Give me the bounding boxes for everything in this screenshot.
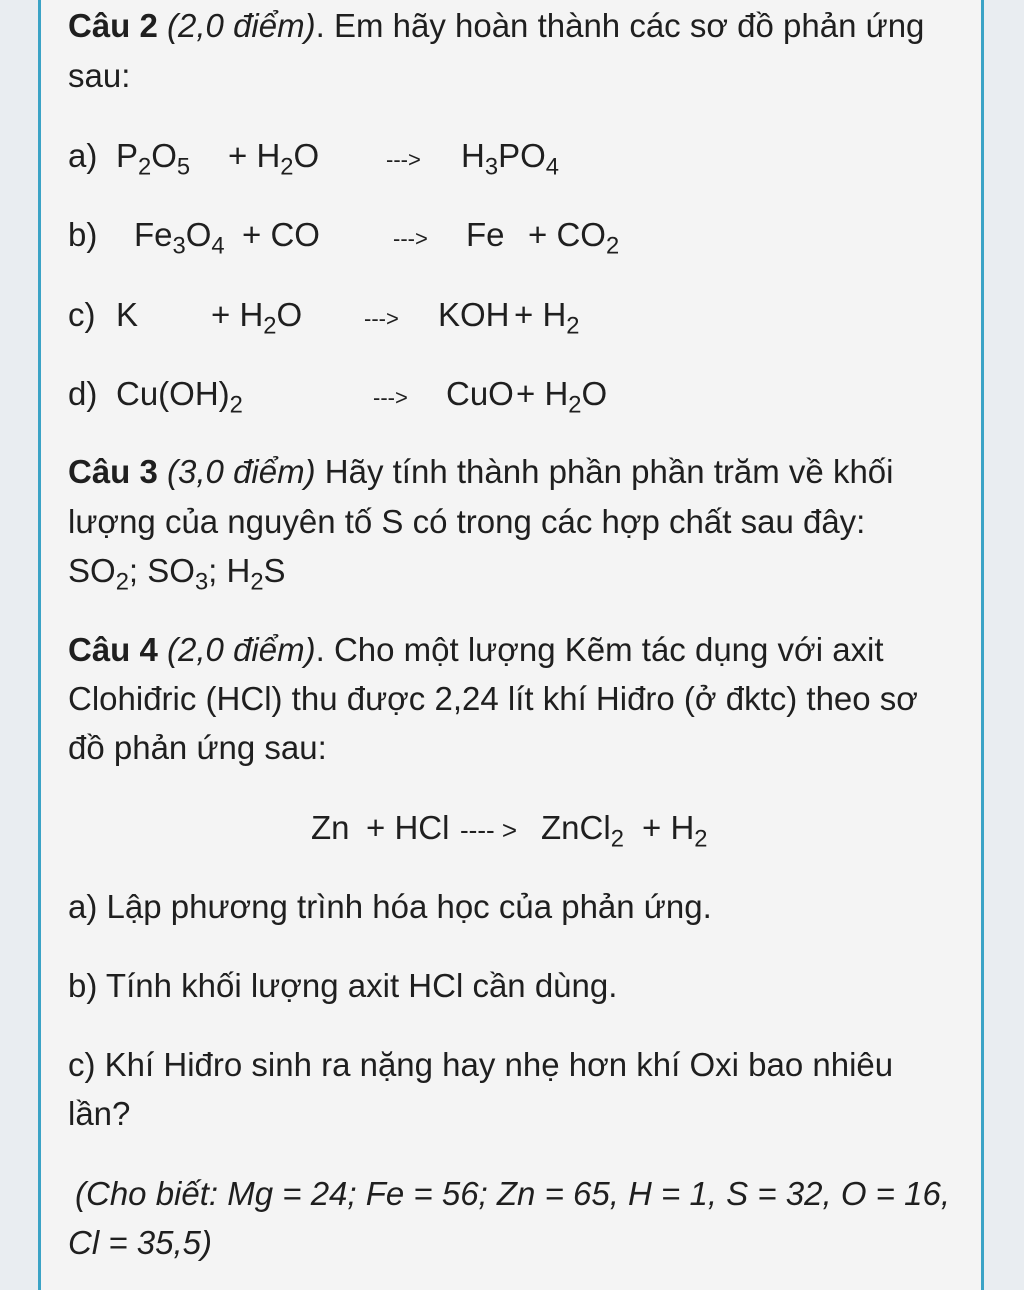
cau4-label: Câu 4	[68, 631, 158, 668]
eq-zncl2: ZnCl$_2$	[541, 809, 624, 853]
reaction-label: c)	[68, 296, 96, 333]
product-2: + $H_2$	[514, 296, 580, 340]
eq-hcl: + HCl	[366, 809, 450, 846]
product-1: KOH	[438, 296, 510, 333]
eq-h2: + $H_2$	[642, 809, 708, 853]
cau4-part-c-line2: lần?	[68, 1095, 131, 1132]
reaction-c	[68, 295, 968, 340]
reaction-d	[68, 374, 968, 419]
product-1: CuO	[446, 375, 514, 412]
product-2: + $CO_2$	[528, 216, 620, 260]
reaction-arrow: --->	[364, 306, 399, 331]
reaction-label: d)	[68, 375, 98, 412]
reactant-1: $Cu(OH)_2$	[116, 375, 243, 419]
reaction-label: b)	[68, 216, 98, 253]
reaction-a	[68, 136, 968, 181]
reactant-2: + CO	[242, 216, 320, 253]
reactant-2: + $H_2O$	[211, 296, 303, 340]
exam-card	[38, 0, 984, 1290]
cau4-points: (2,0 điểm)	[167, 631, 316, 668]
reaction-b	[68, 215, 968, 260]
cau4-part-b: b) Tính khối lượng axit HCl cần dùng.	[68, 967, 618, 1004]
cau4-part-c-line1: c) Khí Hiđro sinh ra nặng hay nhẹ hơn khí Oxi bao nhiêu	[68, 1046, 894, 1083]
cau3-line1	[68, 452, 893, 492]
cau3-line2: lượng của nguyên tố S có trong các hợp chất sau đây:	[68, 503, 866, 540]
reaction-arrow: --->	[393, 226, 428, 251]
reactant-1: $Fe_3O_4$	[134, 216, 225, 260]
product-1: Fe	[466, 216, 505, 253]
cau4-text: . Cho một lượng Kẽm tác dụng với axit	[315, 631, 884, 668]
reactant-2: + $H_2O$	[228, 137, 320, 181]
cau3-label: Câu 3	[68, 453, 158, 490]
cau2-line2: sau:	[68, 57, 131, 94]
cau4-line2: Clohiđric (HCl) thu được 2,24 lít khí Hiđro (ở đktc) theo sơ	[68, 680, 918, 717]
cau2-text: . Em hãy hoàn thành các sơ đồ phản ứng	[315, 7, 925, 44]
product-2: + $H_2O$	[516, 375, 608, 419]
given-line1: (Cho biết: Mg = 24; Fe = 56; Zn = 65, H = 1, S = 32, O = 16,	[75, 1175, 950, 1212]
cau2-label: Câu 2	[68, 7, 158, 44]
reactant-1: $P_2O_5$	[116, 137, 191, 181]
cau4-line3: đồ phản ứng sau:	[68, 729, 327, 766]
reaction-label: a)	[68, 137, 98, 174]
eq-zn: Zn	[311, 809, 350, 846]
cau3-compounds: $SO_2$; $SO_3$; $H_2S$	[68, 552, 286, 596]
reaction-arrow: --->	[386, 147, 421, 172]
product-1: $H_3PO_4$	[461, 137, 559, 181]
reactant-1: K	[116, 296, 139, 333]
cau3-text: Hãy tính thành phần phần trăm về khối	[315, 453, 894, 490]
cau4-equation	[68, 808, 968, 853]
given-line2: Cl = 35,5)	[68, 1224, 212, 1261]
cau4-part-a: a) Lập phương trình hóa học của phản ứng.	[68, 888, 712, 925]
cau2-points: (2,0 điểm)	[167, 7, 316, 44]
eq-arrow: ---- >	[460, 815, 518, 845]
cau4-line1	[68, 630, 884, 670]
cau2-line1	[68, 6, 924, 46]
reaction-arrow: --->	[373, 385, 408, 410]
cau3-points: (3,0 điểm)	[167, 453, 316, 490]
